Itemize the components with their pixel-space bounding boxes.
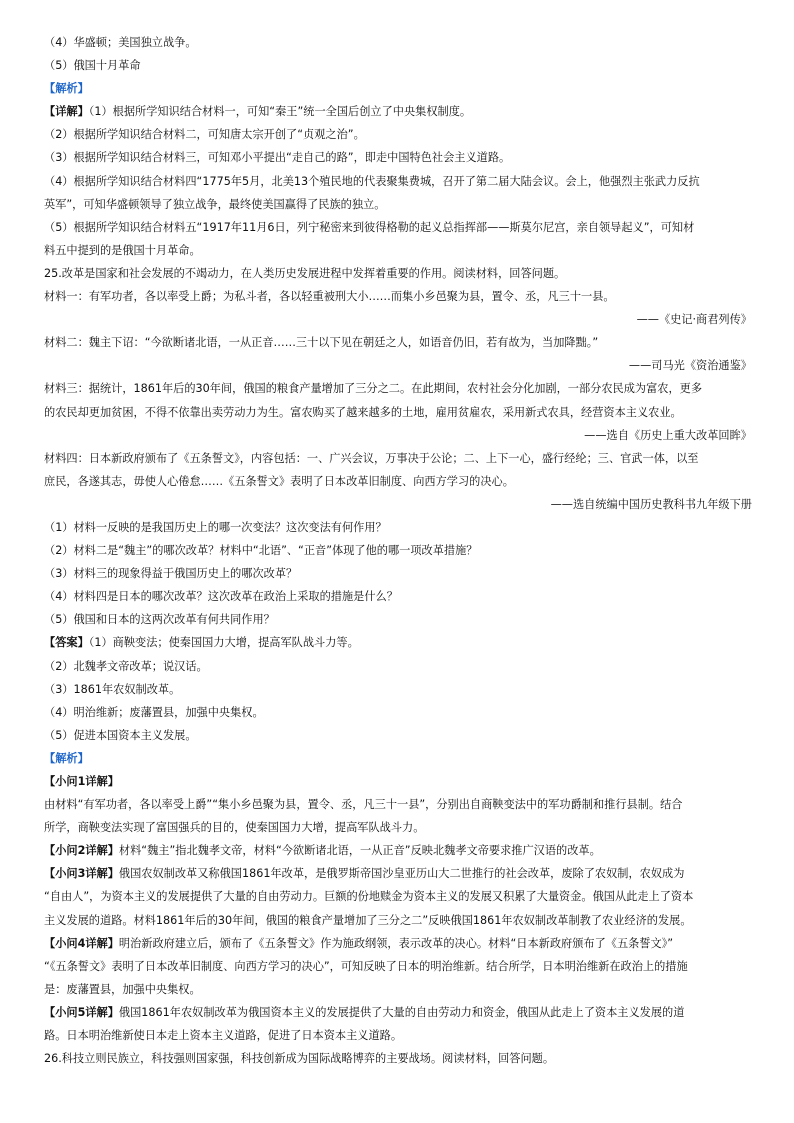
text-line: [44, 770, 752, 793]
text-line: [44, 193, 752, 216]
line-text: “自由人”，为资本主义的发展提供了大量的自由劳动力。巨额的份地赎金为资本主义的发展又积累了大量资金。俄国从此走上了资本: [44, 890, 694, 904]
text-line: [44, 562, 752, 585]
line-text: 所学，商鞅变法实现了富国强兵的目的，使秦国国力大增，提高军队战斗力。: [44, 821, 425, 835]
line-label: 【小问3详解】: [44, 867, 119, 881]
text-line: [44, 447, 752, 470]
line-label: 【小问5详解】: [44, 1005, 119, 1019]
line-text: ——司马光《资治通鉴》: [628, 359, 752, 373]
line-text: （4）根据所学知识结合材料四“1775年5月，北美13个殖民地的代表聚集费城，召开了第二届大陆会议。会上，他强烈主张武力反抗: [44, 174, 700, 188]
line-text: 英军”，可知华盛顿领导了独立战争，最终使美国赢得了民族的独立。: [44, 197, 386, 211]
line-text: 26.科技立则民族立，科技强则国家强，科技创新成为国际战略博弈的主要战场。阅读材料，回答问题。: [44, 1052, 555, 1066]
line-text: （2）根据所学知识结合材料二，可知唐太宗开创了“贞观之治”。: [44, 128, 365, 142]
text-line: [44, 608, 752, 631]
source-citation: [44, 354, 752, 377]
text-line: [44, 793, 752, 816]
text-line: [44, 1047, 752, 1070]
line-label: 【小问4详解】: [44, 936, 119, 950]
line-text: （5）俄国十月革命: [44, 59, 141, 73]
text-line: [44, 216, 752, 239]
text-line: [44, 816, 752, 839]
text-line: [44, 885, 752, 908]
line-text: （3）1861年农奴制改革。: [44, 682, 181, 696]
text-line: [44, 401, 752, 424]
line-text: 材料一：有军功者，各以率受上爵；为私斗者，各以轻重被刑大小……而集小乡邑聚为县，置令、丞，凡三十一县。: [44, 290, 615, 304]
source-citation: [44, 493, 752, 516]
text-line: [44, 955, 752, 978]
text-line: [44, 655, 752, 678]
text-line: [44, 678, 752, 701]
line-text: 由材料“有军功者，各以率受上爵”“集小乡邑聚为县，置令、丞，凡三十一县”，分别出自商鞅变法中的军功爵制和推行县制。结合: [44, 798, 683, 812]
line-text: ——《史记·商君列传》: [636, 313, 752, 327]
text-line: [44, 331, 752, 354]
line-text: （1）材料一反映的是我国历史上的哪一次变法？这次变法有何作用？: [44, 520, 387, 534]
text-line: [44, 909, 752, 932]
line-text: 是：废藩置县，加强中央集权。: [44, 982, 201, 996]
line-text: 庶民，各遂其志，毋使人心倦怠……《五条誓文》表明了日本改革旧制度、向西方学习的决心。: [44, 474, 514, 488]
line-text: （5）促进本国资本主义发展。: [44, 728, 197, 742]
text-line: [44, 932, 752, 955]
text-line: [44, 54, 752, 77]
text-line: [44, 1001, 752, 1024]
line-text: 【解析】: [44, 82, 89, 96]
text-line: [44, 31, 752, 54]
text-line: [44, 631, 752, 654]
line-text: 主义发展的道路。材料1861年后的30年间，俄国的粮食产量增加了三分之二”反映俄国1861年农奴制改革制教了农业经济的发展。: [44, 913, 692, 927]
source-citation: [44, 308, 752, 331]
text-line: [44, 724, 752, 747]
text-line: [44, 470, 752, 493]
line-text: 料五中提到的是俄国十月革命。: [44, 243, 201, 257]
line-text: （3）根据所学知识结合材料三，可知邓小平提出“走自己的路”，即走中国特色社会主义道路。: [44, 151, 511, 165]
line-text: （1）根据所学知识结合材料一，可知“秦王”统一全国后创立了中央集权制度。: [88, 105, 472, 119]
text-line: [44, 1024, 752, 1047]
line-text: 俄国农奴制改革又称俄国1861年改革，是俄罗斯帝国沙皇亚历山大二世推行的社会改革，废除了农奴制，农奴成为: [118, 867, 685, 881]
line-text: 材料二：魏主下诏：“今欲断诸北语，一从正音……三十以下见在朝廷之人，如语音仍旧，若有故为，当加降黜。”: [44, 336, 599, 350]
line-text: （1）商鞅变法；使秦国国力大增，提高军队战斗力等。: [88, 636, 359, 650]
line-text: （5）俄国和日本的这两次改革有何共同作用？: [44, 613, 275, 627]
line-text: 明治新政府建立后，颁布了《五条誓文》作为施政纲领，表示改革的决心。材料“日本新政府颁布了《五条誓文》”: [118, 936, 674, 950]
text-line: [44, 585, 752, 608]
line-label: 【详解】: [44, 105, 89, 119]
line-text: （4）材料四是日本的哪次改革？这次改革在政治上采取的措施是什么？: [44, 590, 398, 604]
line-text: “《五条誓文》表明了日本改革旧制度、向西方学习的决心”，可知反映了日本的明治维新。结合所学，日本明治维新在政治上的措施: [44, 959, 688, 973]
text-line: [44, 100, 752, 123]
text-line: [44, 123, 752, 146]
line-text: 材料三：据统计，1861年后的30年间，俄国的粮食产量增加了三分之二。在此期间，农村社会分化加剧，一部分农民成为富农，更多: [44, 382, 703, 396]
section-tag: [44, 747, 752, 770]
line-text: 材料四：日本新政府颁布了《五条誓文》，内容包括：一、广兴会议，万事决于公论；二、上下一心，盛行经纶；三、官武一体，以至: [44, 451, 699, 465]
text-line: [44, 701, 752, 724]
line-label: 【答案】: [44, 636, 89, 650]
line-text: （3）材料三的现象得益于俄国历史上的哪次改革？: [44, 567, 298, 581]
line-text: （5）根据所学知识结合材料五“1917年11月6日，列宁秘密来到彼得格勒的起义总指挥部——斯莫尔尼宫，亲自领导起义”，可知材: [44, 220, 695, 234]
line-label: 【小问2详解】: [44, 844, 119, 858]
line-text: 【解析】: [44, 751, 89, 765]
line-text: 【小问1详解】: [44, 775, 119, 788]
line-text: （4）明治维新；废藩置县，加强中央集权。: [44, 705, 264, 719]
text-line: [44, 839, 752, 862]
text-line: [44, 978, 752, 1001]
line-text: （4）华盛顿；美国独立战争。: [44, 36, 197, 49]
line-text: 25.改革是国家和社会发展的不竭动力，在人类历史发展进程中发挥着重要的作用。阅读材料，回答问题。: [44, 266, 566, 280]
source-citation: [44, 424, 752, 447]
text-line: [44, 862, 752, 885]
text-line: [44, 170, 752, 193]
text-line: [44, 285, 752, 308]
text-line: [44, 146, 752, 169]
text-line: [44, 262, 752, 285]
text-line: [44, 516, 752, 539]
text-line: [44, 539, 752, 562]
line-text: （2）材料二是“魏主”的哪次改革？材料中“北语”、“正音”体现了他的哪一项改革措施？: [44, 544, 478, 558]
line-text: 材料“魏主”指北魏孝文帝，材料“今欲断诸北语，一从正音”反映北魏孝文帝要求推广汉语的改革。: [118, 844, 601, 858]
text-line: [44, 377, 752, 400]
text-line: [44, 239, 752, 262]
line-text: （2）北魏孝文帝改革；说汉话。: [44, 659, 208, 673]
document-page: [44, 31, 752, 1070]
section-tag: [44, 77, 752, 100]
line-text: ——选自《历史上重大改革回眸》: [584, 428, 752, 442]
line-text: 俄国1861年农奴制改革为俄国资本主义的发展提供了大量的自由劳动力和资金，俄国从此走上了资本主义发展的道: [118, 1005, 685, 1019]
line-text: 的农民却更加贫困，不得不依靠出卖劳动力为生。富农购买了越来越多的土地，雇用贫雇农，采用新式农具，经营资本主义农业。: [44, 405, 682, 419]
line-text: ——选自统编中国历史教科书九年级下册: [550, 497, 752, 511]
line-text: 路。日本明治维新使日本走上资本主义道路，促进了日本资本主义道路。: [44, 1029, 403, 1043]
